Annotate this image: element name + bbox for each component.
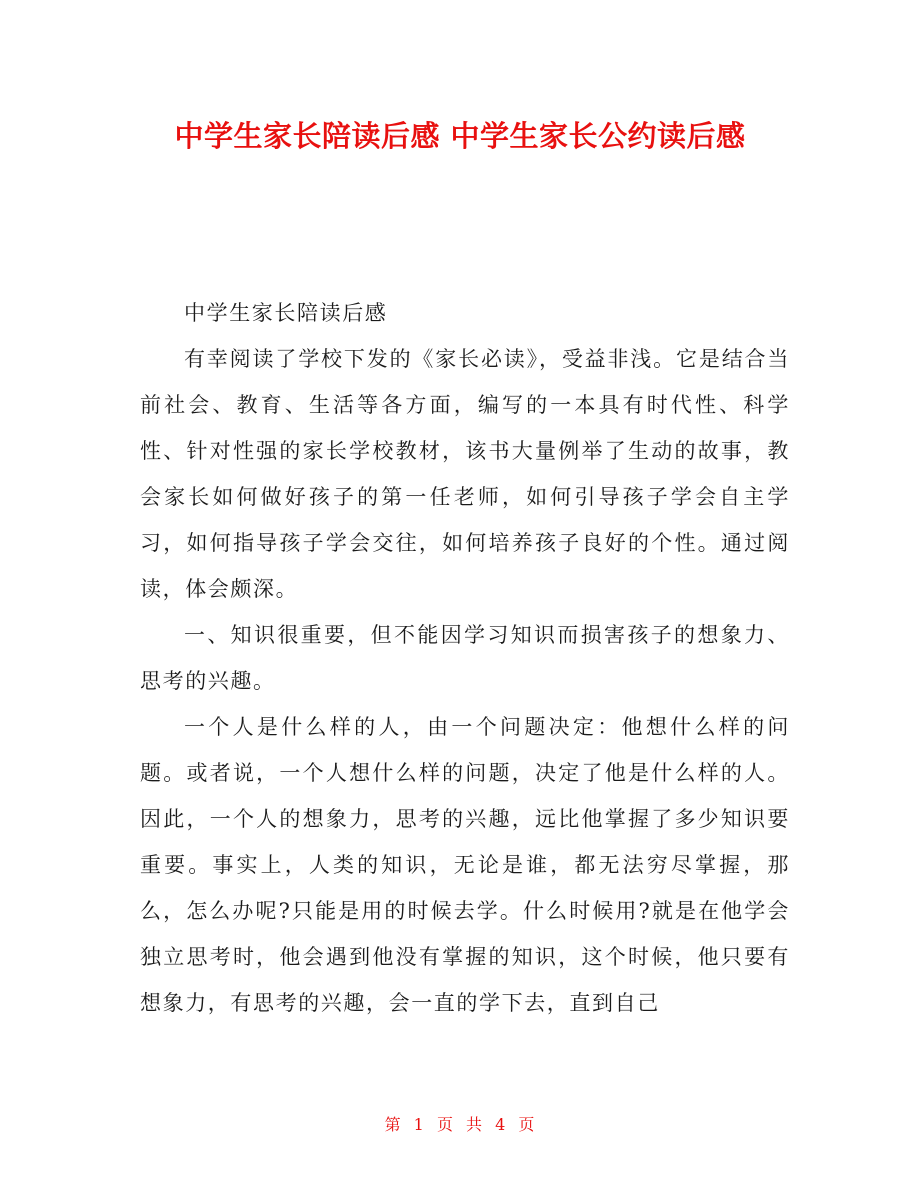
document-body bbox=[140, 290, 790, 1026]
body-paragraph-point-one: 一、知识很重要，但不能因学习知识而损害孩子的想象力、思考的兴趣。 bbox=[140, 623, 790, 693]
body-paragraph-explanation: 一个人是什么样的人，由一个问题决定：他想什么样的问题。或者说，一个人想什么样的问题，决定了他是什么样的人。因此，一个人的想象力，思考的兴趣，远比他掌握了多少知识要重要。事实上，人类的知识，无论是谁，都无法穷尽掌握，那么，怎么办呢?只能是用的时候去学。什么时候用?就是在他学会独立思考时，他会遇到他没有掌握的知识，这个时候，他只要有想象力，有思考的兴趣，会一直的学下去，直到自己 bbox=[140, 715, 790, 1015]
document-title: 中学生家长陪读后感 中学生家长公约读后感 bbox=[174, 119, 746, 153]
page-number-footer: 第 1 页 共 4 页 bbox=[384, 1115, 536, 1134]
body-paragraph-intro: 有幸阅读了学校下发的《家长必读》，受益非浅。它是结合当前社会、教育、生活等各方面，编写的一本具有时代性、科学性、针对性强的家长学校教材，该书大量例举了生动的故事，教会家长如何做好孩子的第一任老师，如何引导孩子学会自主学习，如何指导孩子学会交往，如何培养孩子良好的个性。通过阅读，体会颇深。 bbox=[140, 347, 790, 601]
section-heading: 中学生家长陪读后感 bbox=[184, 301, 388, 325]
